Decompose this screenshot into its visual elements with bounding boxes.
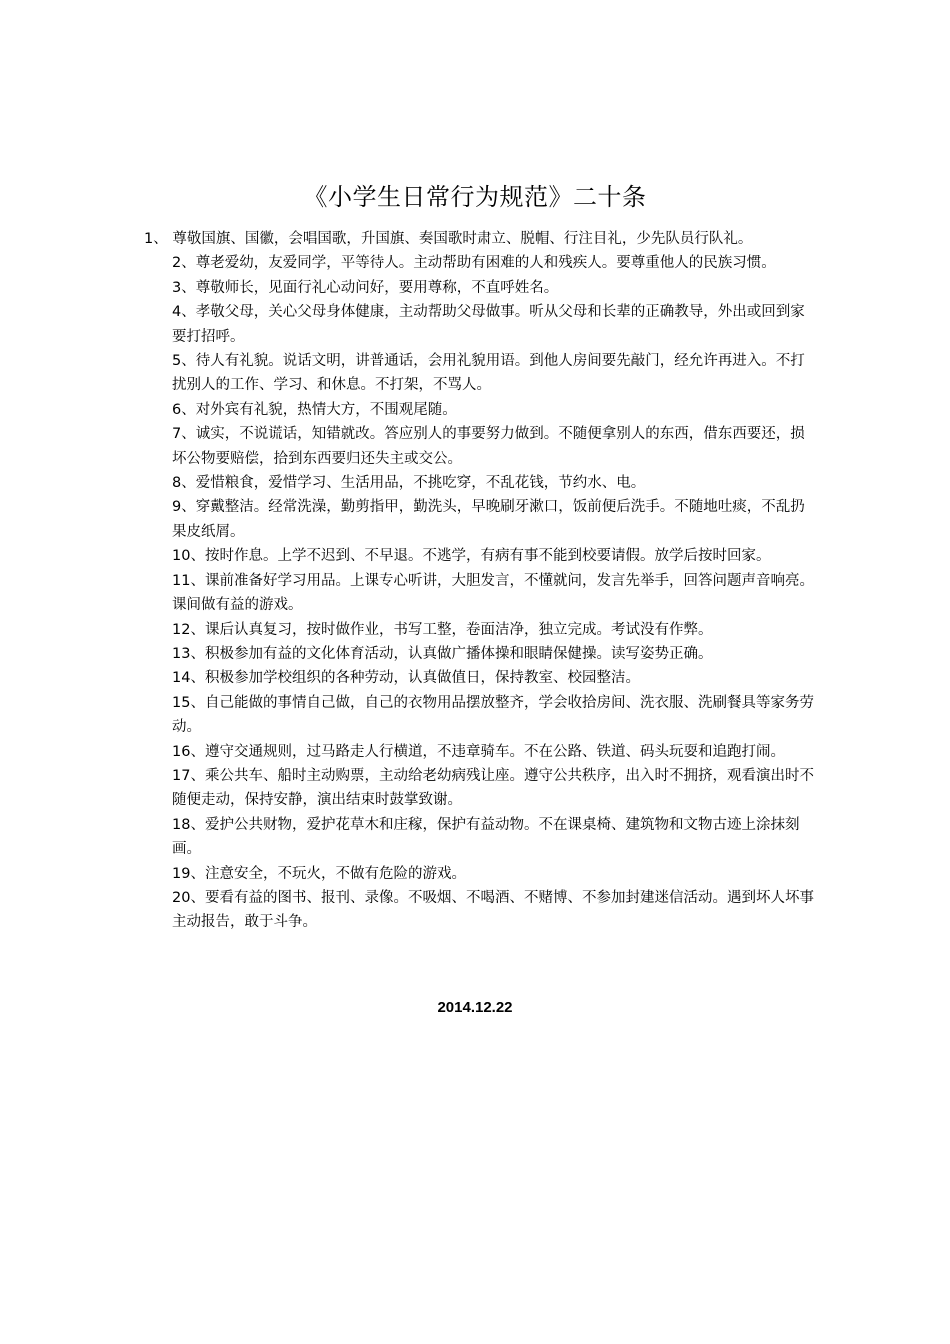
rule-item: 14、积极参加学校组织的各种劳动，认真做值日，保持教室、校园整洁。 xyxy=(172,670,640,687)
rule-item: 10、按时作息。上学不迟到、不早退。不逃学，有病有事不能到校要请假。放学后按时回家。 xyxy=(172,548,771,565)
rule-item: 20、要看有益的图书、报刊、录像。不吸烟、不喝酒、不赌博、不参加封建迷信活动。遇到坏人坏事主动报告，敢于斗争。 xyxy=(172,889,814,931)
rule-item: 7、诚实，不说谎话，知错就改。答应别人的事要努力做到。不随便拿别人的东西，借东西要还，损坏公物要赔偿，拾到东西要归还失主或交公。 xyxy=(172,426,805,467)
rule-item: 15、自己能做的事情自己做，自己的衣物用品摆放整齐，学会收拾房间、洗衣服、洗刷餐具等家务劳动。 xyxy=(172,694,814,736)
rule-item: 18、爱护公共财物，爱护花草木和庄稼，保护有益动物。不在课桌椅、建筑物和文物古迹上涂抹刻画。 xyxy=(172,816,800,858)
rule-item: 16、遵守交通规则，过马路走人行横道，不违章骑车。不在公路、铁道、码头玩耍和追跑打闹。 xyxy=(172,743,785,760)
rule-item: 17、乘公共车、船时主动购票，主动给老幼病残让座。遵守公共秩序，出入时不拥挤，观看演出时不随便走动，保持安静，演出结束时鼓掌致谢。 xyxy=(172,767,814,809)
rule-item: 13、积极参加有益的文化体育活动，认真做广播体操和眼睛保健操。读写姿势正确。 xyxy=(172,645,713,662)
rule-item: 4、孝敬父母，关心父母身体健康，主动帮助父母做事。听从父母和长辈的正确教导，外出或回到家要打招呼。 xyxy=(172,304,805,345)
rule-item: 8、爱惜粮食，爱惜学习、生活用品，不挑吃穿，不乱花钱，节约水、电。 xyxy=(172,475,646,492)
rule-item: 11、课前准备好学习用品。上课专心听讲，大胆发言，不懂就问，发言先举手，回答问题声音响亮。课间做有益的游戏。 xyxy=(172,572,814,614)
rule-item: 12、课后认真复习，按时做作业，书写工整，卷面洁净，独立完成。考试没有作弊。 xyxy=(172,621,713,638)
rule-item: 2、尊老爱幼，友爱同学，平等待人。主动帮助有困难的人和残疾人。要尊重他人的民族习惯。 xyxy=(172,255,776,272)
rule-item: 3、尊敬师长，见面行礼心动问好，要用尊称，不直呼姓名。 xyxy=(172,279,559,296)
document-date: 2014.12.22 xyxy=(437,999,513,1016)
document-title: 《小学生日常行为规范》二十条 xyxy=(303,183,647,211)
rule-item: 5、待人有礼貌。说话文明，讲普通话，会用礼貌用语。到他人房间要先敲门，经允许再进入。不打扰别人的工作、学习、和休息。不打架，不骂人。 xyxy=(172,353,805,394)
rules-list xyxy=(144,227,814,935)
rule-item: 9、穿戴整洁。经常洗澡，勤剪指甲，勤洗头，早晚刷牙漱口，饭前便后洗手。不随地吐痰，不乱扔果皮纸屑。 xyxy=(172,499,805,540)
rule-item: 19、注意安全，不玩火，不做有危险的游戏。 xyxy=(172,865,466,882)
rule-item: 6、对外宾有礼貌，热情大方，不围观尾随。 xyxy=(172,401,457,418)
rule-item: 1、 尊敬国旗、国徽，会唱国歌，升国旗、奏国歌时肃立、脱帽、行注目礼，少先队员行队礼。 xyxy=(144,231,753,247)
